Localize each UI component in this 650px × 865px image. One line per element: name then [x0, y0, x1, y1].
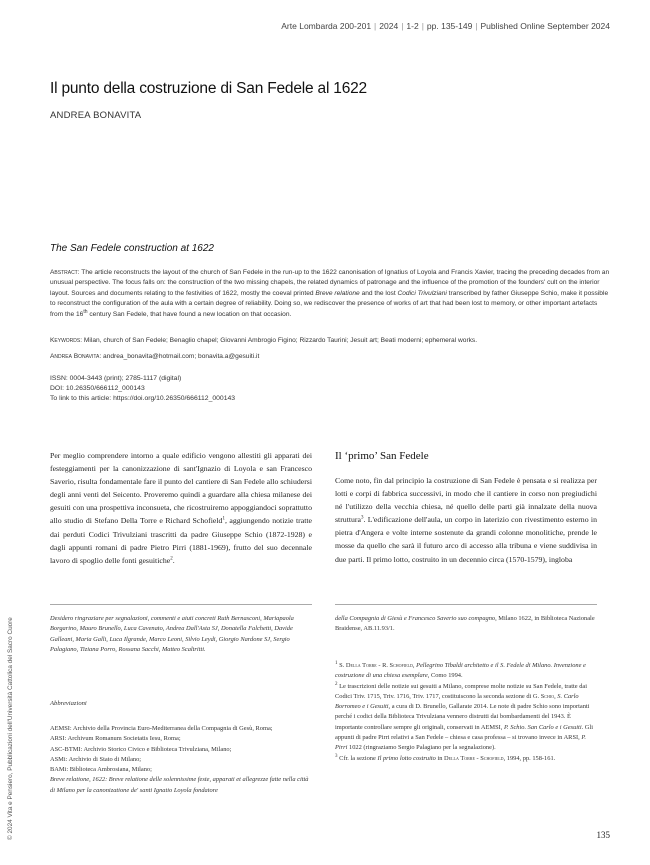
footnote-text: , 1994, pp. 158-161.: [503, 754, 556, 762]
abstract-italic-1: Breve relatione: [315, 289, 360, 297]
body-right-text: Come noto, fin dal principio la costruzione di San Fedele è pensata e si realizza per lotti e corpi di fabbrica successivi, in modo che il cantiere in corso non pregiudichi né l'utilizzo della vecchia chiesa, né quello delle parti già innalzate della nuova struttura: [335, 476, 597, 525]
footnote-text: 1022 (ringraziamo Sergio Palagiano per la segnalazione).: [347, 744, 496, 752]
abstract-text-2: and the lost: [359, 289, 398, 297]
footnote-divider-right: [335, 604, 597, 605]
footnote-number: 1: [335, 660, 338, 666]
contact-email[interactable]: andrea_bonavita@hotmail.com; bonavita.a@gesuiti.it: [103, 353, 260, 360]
list-item: BAMi: Biblioteca Ambrosiana, Milano;: [50, 766, 152, 774]
footnote-author: Schio: [540, 692, 555, 700]
footnote-title: P. Schio. San Carlo e i Gesuiti: [503, 723, 582, 731]
article-author: ANDREA BONAVITA: [50, 110, 142, 121]
footnote-number: 3: [335, 753, 338, 759]
footnote-number: 2: [335, 681, 338, 687]
body-left-text-3: .: [172, 555, 175, 565]
acknowledgements: Desidero ringraziare per segnalazioni, commenti e aiuti concreti Ruth Bernasconi, Mariapaola Borgarino, Mauro Brunello, Luca Cavenato, Andrea Dall'Asta SJ, Donatella Falchetti, Davide Galleani, Maria Galli, Luca Ilgrande, Marco Leoni, Silvio Leydi, Giorgio Nardone SJ, Sergio Palagiano, Tiziana Porro, Rossana Sacchi, Matteo Scaltritti.: [50, 615, 294, 653]
contact-label: Andrea Bonavita:: [50, 353, 102, 360]
footnote-ref-1[interactable]: 1: [222, 516, 225, 522]
list-item: ASMi: Archivio di Stato di Milano;: [50, 755, 142, 763]
list-item: [50, 775, 312, 796]
footnote-ref-2[interactable]: 2: [170, 556, 173, 562]
breve-relatione-label: Breve relatione: [50, 776, 90, 784]
published-date: Published Online September 2024: [480, 21, 610, 31]
continued-italic: della Compagnia di Giesù e Francesco Saverio suo compagno: [335, 615, 496, 622]
abbreviations-list: [50, 724, 312, 796]
journal-year: 2024: [379, 21, 399, 31]
abbreviations-continued: [335, 614, 597, 635]
footnote-text: . Gli appunti di padre Pirri relativi a San Fedele – chiesa e casa professa – si trovano invece in ARSI,: [335, 723, 593, 742]
list-item: ARSI: Archivum Romanum Societatis Iesu, Roma;: [50, 735, 181, 743]
footnote-title: P. Pirri: [335, 734, 587, 752]
journal-name: Arte Lombarda 200-201: [281, 21, 372, 31]
author-contact: [50, 352, 610, 362]
footnote-text: ,: [554, 692, 558, 700]
journal-pages: pp. 135-149: [426, 21, 473, 31]
keywords-label: Keywords:: [50, 337, 83, 344]
footnote-author: S. Della Torre - R. Schofield: [339, 662, 413, 669]
breve-relatione-text: , 1622: Breve relatione delle solennissime feste, apparati et allegrezze fatte nella città di Milano per la canonizatione de' santi Ignatio Loyola fondatore: [50, 776, 309, 794]
continued-text: , Milano 1622, in Biblioteca Nazionale Braidense, AB.11.93/1.: [335, 615, 595, 633]
footnote-1: $^1$ S. Della Torre - R. Schofield, Pellegrino Tibaldi architetto e il S. Fedele di Milano. Invenzione e costruzione di una chiesa esemplare, Como 1994.: [335, 660, 586, 680]
english-title: The San Fedele construction at 1622: [50, 243, 214, 254]
keywords-text: Milan, church of San Fedele; Benaglio chapel; Giovanni Ambrogio Figino; Rizzardo Taurini; Jesuit art; Beati moderni; ephemeral works.: [83, 337, 478, 344]
journal-issue: 1-2: [406, 21, 419, 31]
article-title: Il punto della costruzione di San Fedele al 1622: [50, 80, 367, 97]
list-item: AEMSI: Archivio della Provincia Euro-Mediterranea della Compagnia di Gesù, Roma;: [50, 725, 273, 732]
footnote-2: [335, 682, 597, 754]
keywords: [50, 336, 610, 346]
footnote-title: S. Carlo Borromeo e i Gesuiti: [335, 692, 579, 711]
footnote-3: [335, 754, 597, 764]
article-identifiers: [50, 374, 235, 405]
side-copyright: © 2024 Vita e Pensiero, Pubblicazioni dell'Università Cattolica del Sacro Cuore: [7, 617, 14, 840]
issn: ISSN: 0004-3443 (print); 2785-1117 (digital): [50, 375, 182, 382]
section-heading: Il ‘primo’ San Fedele: [335, 450, 429, 462]
footnote-text: Le trascrizioni delle notizie sui gesuiti a Milano, comprese molte notizie su San Fedele, tratte dai Codici Triv. 1715, Triv. 1716, Triv. 1717, costituiscono la seconda sezione di G.: [335, 682, 588, 700]
abbreviations-title: Abbreviazioni: [50, 700, 87, 707]
doi: DOI: 10.26350/666112_000143: [50, 385, 145, 393]
page-number: 135: [596, 830, 610, 840]
abstract-italic-2: Codici Trivulziani: [397, 289, 447, 297]
footnote-text: Cfr. la sezione: [339, 754, 378, 762]
footnote-text: , a cura di D. Brunello, Gallarate 2014. Le note di padre Schio sono importanti perché i codici della Biblioteca Trivulziana vennero distrutti dai bombardamenti del 1943. È importante controllare sempre gli originali, conservati in AEMSI,: [335, 703, 590, 731]
abstract-sup: th: [83, 308, 88, 315]
body-right-text-2: . L'edificazione dell'aula, un corpo in laterizio con rivestimento esterno in pietra d'Angera e volte interne sostenute da grandi colonne monolitiche, prende le mosse da quello che sarà il futuro arco di accesso alla tribuna e viene suddivisa in due parti. Il primo lotto, costruito in un decennio circa (1570-1579), ingloba: [335, 515, 597, 564]
abstract-text: The article reconstructs the layout of the church of San Fedele in the run-up to the 1622 canonisation of Ignatius of Loyola and Francis Xavier, tracing the preceding decades from an unusual perspective. The focus falls on: the construction of the two missing chapels, the related dynamics of patronage and the influence of the promotion of the founders' cult on the interior layout. Sources and documents relating to the festivities of 1622, mostly the coeval printed: [50, 269, 610, 297]
journal-header: Arte Lombarda 200-201 | 2024 | 1-2 | pp. 135-149 | Published Online September 2024: [281, 21, 610, 31]
abstract: [50, 268, 610, 320]
abstract-label: Abstract:: [50, 269, 80, 276]
footnote-author: Della Torre - Schofield: [444, 754, 504, 762]
footnotes: [335, 661, 597, 764]
footnote-title: Pellegrino Tibaldi architetto e il S. Fedele di Milano. Invenzione e costruzione di una chiesa esemplare: [335, 662, 586, 680]
body-left-text-2: , aggiungendo notizie tratte dai perduti Codici Trivulziani trascritti da padre Giuseppe Schio (1872-1928) e dagli appunti romani di padre Pietro Pirri (1881-1969), frutto del suo decennale lavoro di spoglio delle fonti gesuitiche: [50, 516, 312, 565]
body-left-text: Per meglio comprendere intorno a quale edificio vengono allestiti gli apparati dei festeggiamenti per la canonizzazione di sant'Ignazio di Loyola e san Francesco Saverio, risulta fondamentale fare il punto del cantiere di San Fedele allo schiudersi degli anni venti del Seicento. Proveremo quindi a guardare alla chiesa milanese dei gesuiti con una prospettiva inconsueta, che ricostruiremo appoggiandoci soprattutto allo studio di Stefano Della Torre e Richard Schofield: [50, 451, 312, 526]
body-left-column: [50, 449, 312, 567]
footnote-ref-3[interactable]: 3: [360, 515, 364, 521]
abstract-text-4: century San Fedele, that have found a new location on that occasion.: [87, 310, 292, 318]
footnote-text: , Como 1994.: [427, 672, 463, 680]
footnote-title: Il primo lotto costruito: [377, 754, 436, 762]
article-link[interactable]: To link to this article: https://doi.org/10.26350/666112_000143: [50, 395, 236, 403]
footnote-text: in: [435, 754, 445, 762]
footnote-divider-left: [50, 604, 312, 605]
list-item: ASC-BTMI: Archivio Storico Civico e Biblioteca Trivulziana, Milano;: [50, 745, 232, 753]
body-right-column: [335, 474, 597, 566]
abstract-text-3: transcribed by father Giuseppe Schio, make it possible to reconstruct the configuration of the aula with a certain degree of reliability. Doing so, we rediscover the presence of works of art that had been lost to memory, or other important artefacts from the 16: [50, 289, 609, 318]
